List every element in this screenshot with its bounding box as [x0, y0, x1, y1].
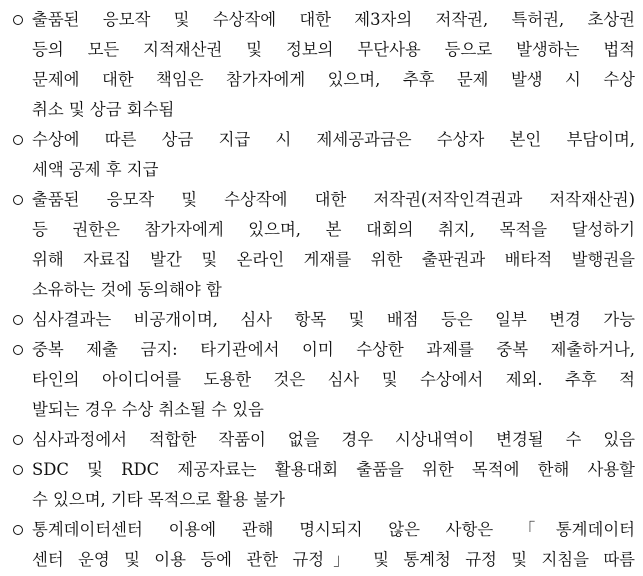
item-text-line: 등 권한은 참가자에게 있으며, 본 대회의 취지, 목적을 달성하기 [32, 220, 635, 239]
circle-bullet-icon [7, 335, 29, 365]
item-text-line: 소유하는 것에 동의해야 함 [32, 280, 222, 299]
item-text-line: 세액 공제 후 지급 [32, 160, 159, 179]
item-text-line: 문제에 대한 책임은 참가자에게 있으며, 추후 문제 발생 시 수상 [32, 70, 635, 89]
item-text-line: 수 있으며, 기타 목적으로 활용 불가 [32, 490, 285, 509]
item-text-line: 심사과정에서 적합한 작품이 없을 경우 시상내역이 변경될 수 있음 [32, 430, 635, 449]
item-text-line: 심사결과는 비공개이며, 심사 항목 및 배점 등은 일부 변경 가능 [32, 310, 635, 329]
item-text-line: 위해 자료집 발간 및 온라인 게재를 위한 출판권과 배타적 발행권을 [32, 250, 635, 269]
circle-bullet-icon [7, 455, 29, 485]
list-item [7, 515, 635, 575]
circle-bullet-icon [7, 515, 29, 545]
item-text-line: 취소 및 상금 회수됨 [32, 100, 175, 119]
list-item [7, 185, 635, 305]
list-item [7, 455, 635, 515]
circle-bullet-icon [7, 125, 29, 155]
list-item [7, 5, 635, 125]
list-item [7, 425, 635, 455]
item-text-line: SDC 및 RDC 제공자료는 활용대회 출품을 위한 목적에 한해 사용할 [32, 460, 635, 479]
item-text-line: 수상에 따른 상금 지급 시 제세공과금은 수상자 본인 부담이며, [32, 130, 635, 149]
item-text-line: 타인의 아이디어를 도용한 것은 심사 및 수상에서 제외. 추후 적 [32, 370, 635, 389]
item-text-line: 통계데이터센터 이용에 관해 명시되지 않은 사항은 「통계데이터 [32, 520, 635, 539]
item-text-line: 발되는 경우 수상 취소될 수 있음 [32, 400, 264, 419]
circle-bullet-icon [7, 185, 29, 215]
list-item [7, 305, 635, 335]
item-text-line: 중복 제출 금지: 타기관에서 이미 수상한 과제를 중복 제출하거나, [32, 340, 635, 359]
item-text-line: 출품된 응모작 및 수상작에 대한 제3자의 저작권, 특허권, 초상권 [32, 10, 635, 29]
list-item [7, 335, 635, 425]
circle-bullet-icon [7, 5, 29, 35]
list-item [7, 125, 635, 185]
item-text-line: 센터 운영 및 이용 등에 관한 규정」 및 통계청 규정 및 지침을 따름 [32, 550, 635, 569]
item-text-line: 등의 모든 지적재산권 및 정보의 무단사용 등으로 발생하는 법적 [32, 40, 635, 59]
circle-bullet-icon [7, 305, 29, 335]
item-text-line: 출품된 응모작 및 수상작에 대한 저작권(저작인격권과 저작재산권) [32, 190, 635, 209]
circle-bullet-icon [7, 425, 29, 455]
